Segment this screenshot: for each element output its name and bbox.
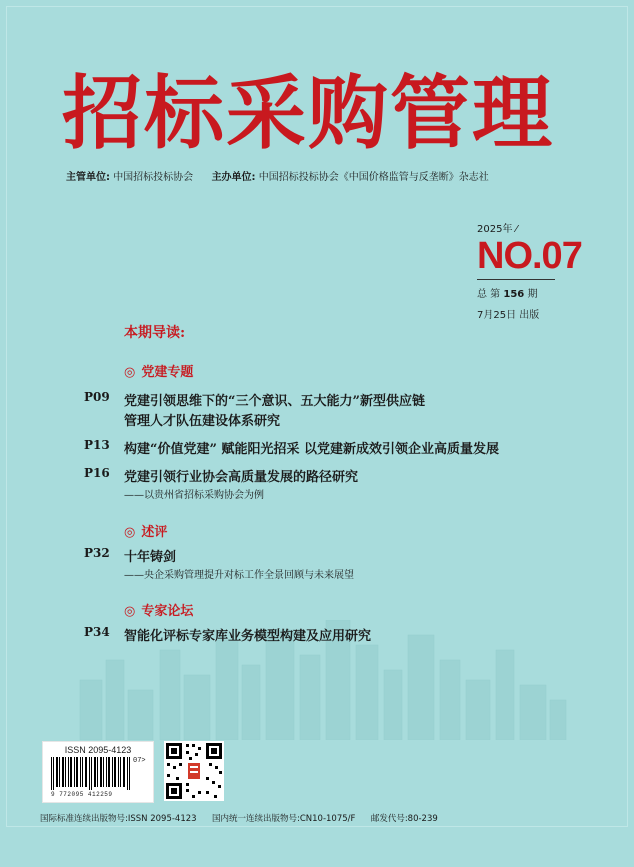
qr-code-icon	[164, 741, 224, 801]
organizer-label: 主办单位:	[211, 172, 256, 183]
issue-block	[477, 220, 582, 321]
issue-total	[477, 285, 557, 300]
issue-total-suffix: 期	[527, 289, 538, 300]
footer-postal: 邮发代号:80-239	[370, 814, 438, 824]
barcode-bars-icon	[51, 757, 131, 790]
section-name: 述评	[141, 525, 168, 540]
toc-page: P13	[84, 438, 110, 452]
organizer-name: 中国招标投标协会《中国价格监管与反垄断》杂志社	[258, 172, 489, 183]
toc-subtitle: ——央企采购管理提升对标工作全景回顾与未来展望	[124, 570, 354, 581]
toc-subtitle: ——以贵州省招标采购协会为例	[124, 490, 264, 501]
toc-title-line2: 管理人才队伍建设体系研究	[124, 414, 281, 429]
toc-title: 构建“价值党建” 赋能阳光招采 以党建新成效引领企业高质量发展	[124, 442, 500, 457]
supervisor-label: 主管单位:	[66, 172, 110, 183]
toc-page: P34	[84, 625, 110, 639]
issue-number: NO.07	[477, 235, 582, 277]
section-name: 党建专题	[141, 365, 194, 380]
section-mark-icon: ◎	[124, 604, 136, 619]
issue-year: 2025年 ⁄	[477, 224, 518, 235]
issue-date: 7月25日 出版	[477, 310, 540, 321]
supervisor-name: 中国招标投标协会	[113, 172, 194, 183]
section-heading-expert-forum	[124, 600, 193, 619]
publication-footer	[40, 812, 438, 824]
sponsors-line	[66, 168, 489, 183]
section-mark-icon: ◎	[124, 525, 136, 540]
footer-issn: 国际标准连续出版物号:ISSN 2095-4123	[40, 814, 197, 824]
toc-page: P09	[84, 390, 110, 404]
section-mark-icon: ◎	[124, 365, 136, 380]
barcode-issn-label: ISSN 2095-4123	[64, 745, 132, 755]
toc-title: 智能化评标专家库业务模型构建及应用研究	[124, 629, 372, 644]
section-heading-party-building	[124, 361, 193, 380]
issue-total-prefix: 总 第	[477, 289, 501, 300]
magazine-title: 招标采购管理	[62, 67, 554, 160]
issue-divider	[477, 279, 555, 280]
issn-barcode	[42, 741, 154, 803]
footer-cn: 国内统一连续出版物号:CN10-1075/F	[211, 814, 356, 824]
section-name: 专家论坛	[141, 604, 194, 619]
toc-page: P16	[84, 466, 110, 480]
toc-page: P32	[84, 546, 110, 560]
issue-total-number: 156	[503, 289, 525, 300]
barcode-addon: 07>	[133, 757, 146, 765]
barcode-digits: 9 772095 412259	[51, 791, 113, 798]
section-heading-review	[124, 521, 167, 540]
guide-heading: 本期导读:	[124, 325, 186, 341]
toc-title: 十年铸剑	[124, 550, 177, 565]
toc-title: 党建引领行业协会高质量发展的路径研究	[124, 470, 359, 485]
toc-title: 党建引领思维下的“三个意识、五大能力”新型供应链	[124, 394, 425, 409]
